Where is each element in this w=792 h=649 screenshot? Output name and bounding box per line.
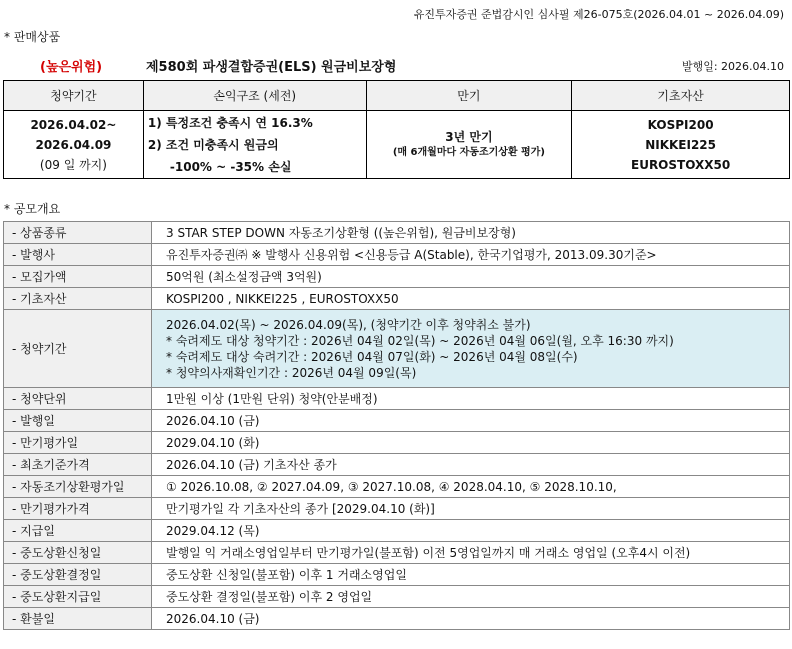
period-days: (09 일 까지) [39, 157, 107, 172]
table-row [4, 288, 790, 310]
row-value: 2029.04.10 (화) [152, 432, 790, 454]
issue-date: 발행일: 2026.04.10 [681, 60, 784, 73]
maturity-sub: (매 6개월마다 자동조기상환 평가) [392, 146, 545, 158]
table-row [4, 310, 790, 388]
section-title-overview: * 공모개요 [4, 202, 61, 216]
table-row [4, 520, 790, 542]
section-title-products: * 판매상품 [4, 30, 61, 44]
table-row [4, 586, 790, 608]
row-value: ① 2026.10.08, ② 2027.04.09, ③ 2027.10.08, ④ 2028.04.10, ⑤ 2028.10.10, [152, 476, 790, 498]
header-assets: 기초자산 [572, 81, 790, 111]
period-line: * 숙려제도 대상 청약기간 : 2026년 04월 02일(목) ~ 2026년 04월 06일(월, 오후 16:30 까지) [166, 333, 674, 348]
row-label: - 모집가액 [4, 266, 152, 288]
row-label: - 발행사 [4, 244, 152, 266]
assets-cell [572, 111, 790, 179]
table-row [4, 388, 790, 410]
row-label: - 만기평가일 [4, 432, 152, 454]
row-value: 만기평가일 각 기초자산의 종가 [2029.04.10 (화)] [152, 498, 790, 520]
row-label: - 청약단위 [4, 388, 152, 410]
period-end: 2026.04.09 [35, 137, 112, 152]
header-period: 청약기간 [4, 81, 144, 111]
table-row [4, 410, 790, 432]
row-value [152, 310, 790, 388]
header-profit: 손익구조 (세전) [143, 81, 366, 111]
product-title-row [0, 56, 792, 74]
row-value: 1만원 이상 (1만원 단위) 청약(안분배정) [152, 388, 790, 410]
approval-notice: 유진투자증권 준법감시인 심사필 제26-075호(2026.04.01 ~ 2026.04.09) [413, 8, 784, 21]
table-row [4, 542, 790, 564]
row-value: 2026.04.10 (금) [152, 608, 790, 630]
table-row [4, 222, 790, 244]
profit-cell [143, 111, 366, 179]
table-row [4, 564, 790, 586]
row-label: - 중도상환지급일 [4, 586, 152, 608]
period-line: * 청약의사재확인기간 : 2026년 04월 09일(목) [166, 365, 417, 380]
row-label: - 중도상환결정일 [4, 564, 152, 586]
row-label: - 청약기간 [4, 310, 152, 388]
period-cell [4, 111, 144, 179]
table-row [4, 266, 790, 288]
table-row [4, 498, 790, 520]
row-value: 발행일 익 거래소영업일부터 만기평가일(불포함) 이전 5영업일까지 매 거래소 영업일 (오후4시 이전) [152, 542, 790, 564]
row-value: 50억원 (최소설정금액 3억원) [152, 266, 790, 288]
row-label: - 만기평가가격 [4, 498, 152, 520]
table-row [4, 454, 790, 476]
row-label: - 중도상환신청일 [4, 542, 152, 564]
asset-3: EUROSTOXX50 [631, 157, 731, 172]
row-value: 3 STAR STEP DOWN 자동조기상환형 ((높은위험), 원금비보장형) [152, 222, 790, 244]
row-label: - 발행일 [4, 410, 152, 432]
row-label: - 상품종류 [4, 222, 152, 244]
asset-1: KOSPI200 [647, 117, 714, 132]
row-value: 중도상환 신청일(불포함) 이후 1 거래소영업일 [152, 564, 790, 586]
row-value: KOSPI200 , NIKKEI225 , EUROSTOXX50 [152, 288, 790, 310]
row-label: - 환불일 [4, 608, 152, 630]
profit-line-3: -100% ~ -35% 손실 [169, 159, 292, 174]
maturity: 3년 만기 [445, 129, 493, 144]
table-row [4, 608, 790, 630]
header-maturity: 만기 [366, 81, 572, 111]
period-line: 2026.04.02(목) ~ 2026.04.09(목), (청약기간 이후 청약취소 불가) [166, 317, 531, 332]
table-row [4, 244, 790, 266]
row-label: - 자동조기상환평가일 [4, 476, 152, 498]
table-row [4, 476, 790, 498]
row-label: - 기초자산 [4, 288, 152, 310]
maturity-cell [366, 111, 572, 179]
product-summary-table [3, 80, 790, 179]
row-value: 유진투자증권㈜ ※ 발행사 신용위험 <신용등급 A(Stable), 한국기업평가, 2013.09.30기준> [152, 244, 790, 266]
row-value: 2029.04.12 (목) [152, 520, 790, 542]
table-row [4, 432, 790, 454]
row-label: - 최초기준가격 [4, 454, 152, 476]
row-label: - 지급일 [4, 520, 152, 542]
row-value: 2026.04.10 (금) 기초자산 종가 [152, 454, 790, 476]
row-value: 중도상환 결정일(불포함) 이후 2 영업일 [152, 586, 790, 608]
profit-line-2: 2) 조건 미충족시 원금의 [147, 137, 279, 152]
offering-overview-table [3, 221, 790, 630]
asset-2: NIKKEI225 [645, 137, 717, 152]
product-title: 제580회 파생결합증권(ELS) 원금비보장형 [146, 60, 397, 75]
period-line: * 숙려제도 대상 숙려기간 : 2026년 04월 07일(화) ~ 2026년 04월 08일(수) [166, 349, 578, 364]
row-value: 2026.04.10 (금) [152, 410, 790, 432]
profit-line-1: 1) 특정조건 충족시 연 16.3% [147, 115, 313, 130]
risk-label: (높은위험) [40, 60, 103, 75]
period-start: 2026.04.02~ [30, 117, 117, 132]
